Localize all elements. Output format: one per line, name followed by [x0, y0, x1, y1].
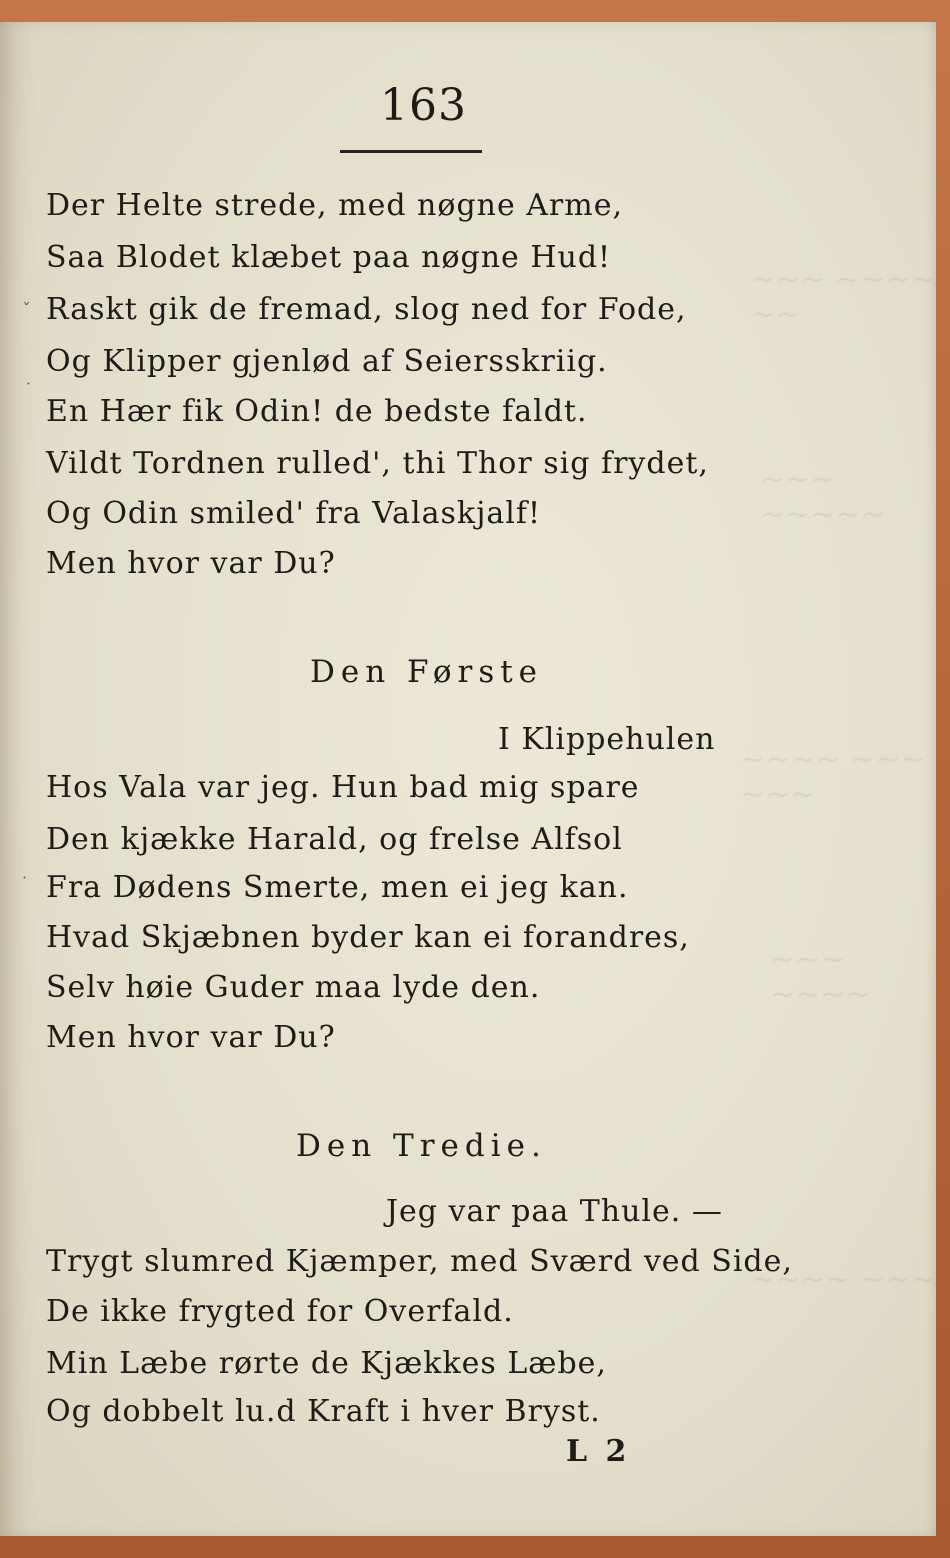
verse-line: Trygt slumred Kjæmper, med Sværd ved Side,	[46, 1244, 793, 1279]
verse-line: Og dobbelt lu.d Kraft i hver Bryst.	[46, 1394, 601, 1429]
section-heading: Den Tredie.	[296, 1128, 547, 1164]
verse-line: Saa Blodet klæbet paa nøgne Hud!	[46, 240, 612, 275]
verse-line: En Hær fik Odin! de bedste faldt.	[46, 394, 588, 429]
verse-line: Raskt gik de fremad, slog ned for Fode,	[46, 292, 687, 327]
verse-line: Fra Dødens Smerte, men ei jeg kan.	[46, 870, 629, 905]
verse-line: Der Helte strede, med nøgne Arme,	[46, 188, 623, 223]
bleed-through-text: ~~~ ~~~~	[770, 942, 871, 1012]
verse-line: Min Læbe rørte de Kjækkes Læbe,	[46, 1346, 607, 1381]
stage-direction: I Klippehulen	[498, 722, 716, 757]
bleed-through-text: ~~~ ~~~~ ~~	[750, 262, 936, 332]
margin-mark: ˇ	[22, 300, 31, 321]
bleed-through-text: ~~~~ ~~~ ~~~	[740, 742, 926, 812]
verse-line: Og Odin smiled' fra Valaskjalf!	[46, 496, 542, 531]
margin-mark: ˙	[20, 874, 29, 895]
stage-direction: Jeg var paa Thule. —	[386, 1194, 723, 1229]
verse-line: Men hvor var Du?	[46, 1020, 336, 1055]
verse-line: Den kjække Harald, og frelse Alfsol	[46, 822, 623, 857]
signature-mark: L 2	[566, 1434, 631, 1469]
page-number: 163	[380, 80, 467, 131]
verse-line: Selv høie Guder maa lyde den.	[46, 970, 541, 1005]
bleed-through-text: ~~~~ ~~~	[750, 1262, 936, 1297]
verse-line: De ikke frygted for Overfald.	[46, 1294, 514, 1329]
bleed-through-text: ~~~ ~~~~~	[760, 462, 886, 532]
section-heading: Den Første	[310, 654, 544, 690]
verse-line: Og Klipper gjenlød af Seiersskriig.	[46, 344, 608, 379]
verse-line: Men hvor var Du?	[46, 546, 336, 581]
verse-line: Vildt Tordnen rulled', thi Thor sig frydet,	[46, 446, 709, 481]
verse-line: Hos Vala var jeg. Hun bad mig spare	[46, 770, 640, 805]
margin-mark: ˙	[24, 380, 33, 401]
verse-line: Hvad Skjæbnen byder kan ei forandres,	[46, 920, 690, 955]
page-number-rule	[340, 150, 482, 153]
